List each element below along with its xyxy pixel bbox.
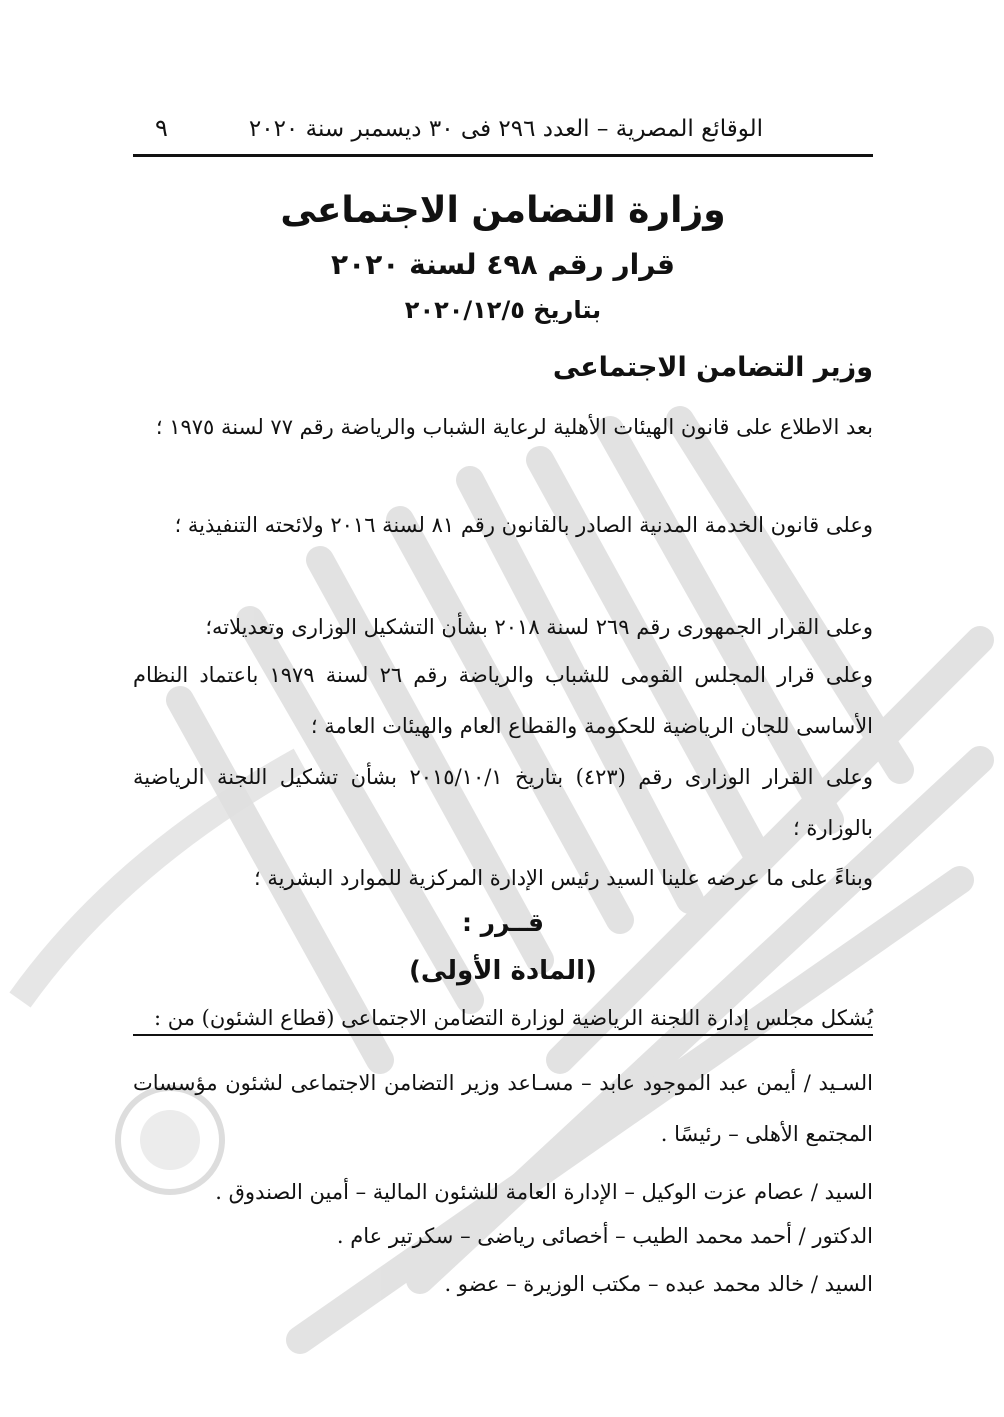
preamble-paragraph: وعلى القرار الجمهورى رقم ٢٦٩ لسنة ٢٠١٨ بشأن التشكيل الوزارى وتعديلاته؛ (205, 615, 873, 639)
preamble-paragraph: وبناءً على ما عرضه علينا السيد رئيس الإدارة المركزية للموارد البشرية ؛ (254, 866, 873, 890)
preamble-paragraph: بعد الاطلاع على قانون الهيئات الأهلية لرعاية الشباب والرياضة رقم ٧٧ لسنة ١٩٧٥ ؛ (155, 415, 873, 439)
decree-date: بتاريخ ٢٠٢٠/١٢/٥ (404, 296, 602, 324)
article-title: (المادة الأولى) (409, 956, 597, 986)
preamble-paragraph: وعلى القرار الوزارى رقم (٤٢٣) بتاريخ ٢٠١٥/١٠/١ بشأن تشكيل اللجنة الرياضية بالوزارة ؛ (133, 765, 874, 840)
member-entry: السيد / خالد محمد عبده – مكتب الوزيرة – عضو . (444, 1272, 873, 1296)
member-entry: السيد / عصام عزت الوكيل – الإدارة العامة للشئون المالية – أمين الصندوق . (215, 1180, 873, 1204)
decree-title: قرار رقم ٤٩٨ لسنة ٢٠٢٠ (331, 248, 675, 281)
ministry-title: وزارة التضامن الاجتماعى (280, 190, 726, 231)
page-number: ٩ (155, 114, 168, 142)
page-header (133, 108, 873, 157)
preamble-paragraph: وعلى قرار المجلس القومى للشباب والرياضة رقم ٢٦ لسنة ١٩٧٩ باعتماد النظام الأساسى للجان الرياضية للحكومة والقطاع العام والهيئات العامة ؛ (133, 663, 873, 738)
formation-line: يُشكل مجلس إدارة اللجنة الرياضية لوزارة التضامن الاجتماعى (قطاع الشئون) من : (133, 1006, 873, 1036)
member-entry: الدكتور / أحمد محمد الطيب – أخصائى رياضى – سكرتير عام . (336, 1224, 873, 1248)
publication-line: الوقائع المصرية – العدد ٢٩٦ فى ٣٠ ديسمبر سنة ٢٠٢٠ (248, 116, 763, 142)
decided-heading: قــرر : (461, 908, 545, 937)
preamble-paragraph: وعلى قانون الخدمة المدنية الصادر بالقانون رقم ٨١ لسنة ٢٠١٦ ولائحته التنفيذية ؛ (174, 513, 873, 537)
minister-title: وزير التضامن الاجتماعى (552, 352, 873, 383)
member-entry: السـيد / أيمن عبد الموجود عابد – مسـاعد وزير التضامن الاجتماعى لشئون مؤسسات المجتمع الأهلى – رئيسًا . (133, 1071, 873, 1146)
